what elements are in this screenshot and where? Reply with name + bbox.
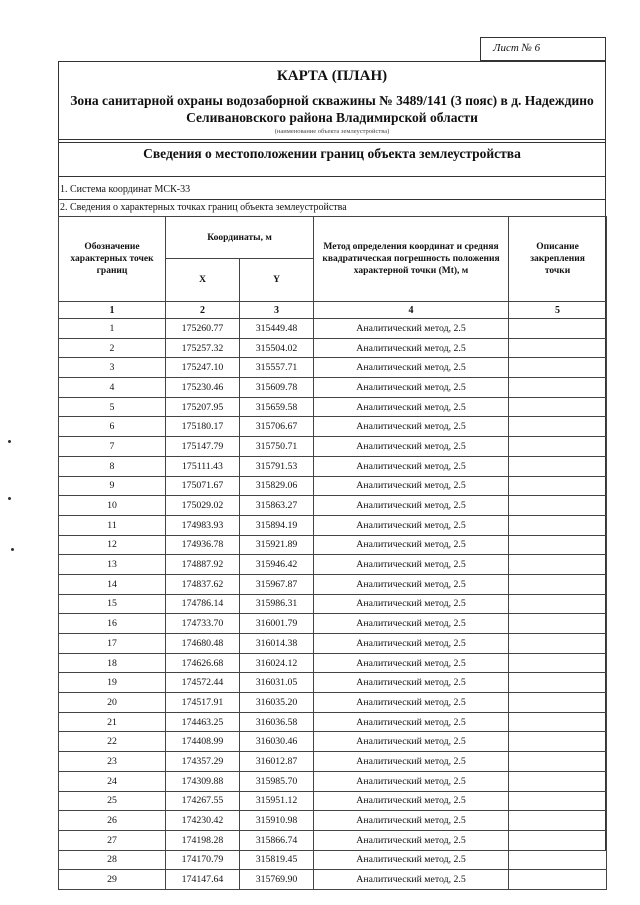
header-point: Обозначение характерных точек границ (59, 217, 166, 302)
coord-x: 174626.68 (166, 653, 240, 673)
coord-x: 175111.43 (166, 456, 240, 476)
table-row (59, 338, 607, 358)
table-row (59, 496, 607, 516)
table-row (59, 417, 607, 437)
description-cell (509, 574, 607, 594)
coord-y: 315449.48 (240, 319, 314, 339)
point-number: 19 (59, 673, 166, 693)
method-cell: Аналитический метод, 2.5 (314, 535, 509, 555)
method-cell: Аналитический метод, 2.5 (314, 771, 509, 791)
coord-y: 315706.67 (240, 417, 314, 437)
coord-x: 174572.44 (166, 673, 240, 693)
method-cell: Аналитический метод, 2.5 (314, 574, 509, 594)
method-cell: Аналитический метод, 2.5 (314, 850, 509, 870)
point-number: 20 (59, 693, 166, 713)
description-cell (509, 476, 607, 496)
header-description: Описание закрепления точки (509, 217, 607, 302)
divider (58, 142, 606, 143)
description-cell (509, 791, 607, 811)
table-row (59, 535, 607, 555)
divider (58, 199, 606, 200)
description-cell (509, 870, 607, 890)
coord-x: 174786.14 (166, 594, 240, 614)
coord-y: 315863.27 (240, 496, 314, 516)
column-number: 3 (240, 302, 314, 319)
table-row (59, 791, 607, 811)
table-row (59, 397, 607, 417)
coord-y: 315829.06 (240, 476, 314, 496)
method-cell: Аналитический метод, 2.5 (314, 594, 509, 614)
coord-x: 174267.55 (166, 791, 240, 811)
coord-x: 175147.79 (166, 437, 240, 457)
sheet-number: Лист № 6 (480, 37, 606, 61)
scan-speck (8, 497, 11, 500)
description-cell (509, 693, 607, 713)
table-row (59, 476, 607, 496)
description-cell (509, 811, 607, 831)
coord-y: 315946.42 (240, 555, 314, 575)
coord-x: 174463.25 (166, 712, 240, 732)
coord-y: 315866.74 (240, 830, 314, 850)
points-caption: 2. Сведения о характерных точках границ объекта землеустройства (60, 202, 347, 213)
coord-y: 315750.71 (240, 437, 314, 457)
coord-x: 174733.70 (166, 614, 240, 634)
point-number: 26 (59, 811, 166, 831)
coord-y: 316036.58 (240, 712, 314, 732)
description-cell (509, 378, 607, 398)
description-cell (509, 771, 607, 791)
table-row (59, 378, 607, 398)
coord-y: 315659.58 (240, 397, 314, 417)
point-number: 27 (59, 830, 166, 850)
coord-y: 316031.05 (240, 673, 314, 693)
coord-y: 315910.98 (240, 811, 314, 831)
point-number: 24 (59, 771, 166, 791)
table-row (59, 515, 607, 535)
description-cell (509, 397, 607, 417)
table-row (59, 555, 607, 575)
description-cell (509, 830, 607, 850)
coord-y: 315894.19 (240, 515, 314, 535)
method-cell: Аналитический метод, 2.5 (314, 437, 509, 457)
point-number: 13 (59, 555, 166, 575)
point-number: 18 (59, 653, 166, 673)
column-number: 5 (509, 302, 607, 319)
description-cell (509, 614, 607, 634)
point-number: 6 (59, 417, 166, 437)
points-table (58, 216, 607, 890)
method-cell: Аналитический метод, 2.5 (314, 791, 509, 811)
point-number: 23 (59, 752, 166, 772)
description-cell (509, 850, 607, 870)
point-number: 3 (59, 358, 166, 378)
method-cell: Аналитический метод, 2.5 (314, 811, 509, 831)
method-cell: Аналитический метод, 2.5 (314, 555, 509, 575)
coord-x: 175260.77 (166, 319, 240, 339)
method-cell: Аналитический метод, 2.5 (314, 496, 509, 516)
coord-x: 175230.46 (166, 378, 240, 398)
coord-x: 175247.10 (166, 358, 240, 378)
coordinate-system: 1. Система координат МСК-33 (60, 184, 191, 195)
table-row (59, 614, 607, 634)
point-number: 22 (59, 732, 166, 752)
table-row (59, 811, 607, 831)
table-row (59, 712, 607, 732)
method-cell: Аналитический метод, 2.5 (314, 634, 509, 654)
coord-x: 175029.02 (166, 496, 240, 516)
coord-x: 174408.99 (166, 732, 240, 752)
coord-y: 315819.45 (240, 850, 314, 870)
table-row (59, 358, 607, 378)
coord-x: 174936.78 (166, 535, 240, 555)
description-cell (509, 437, 607, 457)
coord-x: 175180.17 (166, 417, 240, 437)
table-row (59, 634, 607, 654)
point-number: 2 (59, 338, 166, 358)
header-method: Метод определения координат и средняя квадратическая погрешность положения характерной точки (Mt), м (314, 217, 509, 302)
description-cell (509, 319, 607, 339)
point-number: 15 (59, 594, 166, 614)
scan-speck (8, 440, 11, 443)
description-cell (509, 752, 607, 772)
coord-y: 315951.12 (240, 791, 314, 811)
point-number: 11 (59, 515, 166, 535)
coord-y: 315769.90 (240, 870, 314, 890)
description-cell (509, 535, 607, 555)
description-cell (509, 653, 607, 673)
coord-x: 174198.28 (166, 830, 240, 850)
table-row (59, 771, 607, 791)
description-cell (509, 712, 607, 732)
point-number: 14 (59, 574, 166, 594)
coord-x: 174357.29 (166, 752, 240, 772)
object-name-note: (наименование объекта землеустройства) (274, 128, 390, 135)
method-cell: Аналитический метод, 2.5 (314, 338, 509, 358)
point-number: 9 (59, 476, 166, 496)
method-cell: Аналитический метод, 2.5 (314, 319, 509, 339)
point-number: 5 (59, 397, 166, 417)
header-x: X (166, 259, 240, 302)
table-row (59, 319, 607, 339)
point-number: 28 (59, 850, 166, 870)
table-row (59, 693, 607, 713)
coord-y: 316001.79 (240, 614, 314, 634)
method-cell: Аналитический метод, 2.5 (314, 614, 509, 634)
method-cell: Аналитический метод, 2.5 (314, 673, 509, 693)
point-number: 12 (59, 535, 166, 555)
coord-y: 316024.12 (240, 653, 314, 673)
method-cell: Аналитический метод, 2.5 (314, 378, 509, 398)
coord-x: 174887.92 (166, 555, 240, 575)
description-cell (509, 358, 607, 378)
column-number: 2 (166, 302, 240, 319)
object-name: Зона санитарной охраны водозаборной скважины № 3489/141 (3 пояс) в д. Надеждино Селивановского района Владимирской области (70, 93, 594, 125)
description-cell (509, 594, 607, 614)
coord-x: 174517.91 (166, 693, 240, 713)
table-row (59, 870, 607, 890)
scan-speck (11, 548, 14, 551)
description-cell (509, 515, 607, 535)
method-cell: Аналитический метод, 2.5 (314, 752, 509, 772)
coord-x: 174147.64 (166, 870, 240, 890)
column-number: 4 (314, 302, 509, 319)
method-cell: Аналитический метод, 2.5 (314, 417, 509, 437)
point-number: 1 (59, 319, 166, 339)
header-coordinates: Координаты, м (166, 217, 314, 259)
coord-y: 315791.53 (240, 456, 314, 476)
method-cell: Аналитический метод, 2.5 (314, 515, 509, 535)
coord-y: 315967.87 (240, 574, 314, 594)
coord-y: 315985.70 (240, 771, 314, 791)
method-cell: Аналитический метод, 2.5 (314, 653, 509, 673)
point-number: 10 (59, 496, 166, 516)
method-cell: Аналитический метод, 2.5 (314, 456, 509, 476)
header-y: Y (240, 259, 314, 302)
description-cell (509, 555, 607, 575)
coord-y: 315921.89 (240, 535, 314, 555)
coord-y: 315986.31 (240, 594, 314, 614)
point-number: 4 (59, 378, 166, 398)
description-cell (509, 732, 607, 752)
method-cell: Аналитический метод, 2.5 (314, 732, 509, 752)
method-cell: Аналитический метод, 2.5 (314, 476, 509, 496)
coord-y: 316035.20 (240, 693, 314, 713)
method-cell: Аналитический метод, 2.5 (314, 397, 509, 417)
coord-y: 315504.02 (240, 338, 314, 358)
description-cell (509, 496, 607, 516)
coord-x: 174680.48 (166, 634, 240, 654)
table-row (59, 574, 607, 594)
table-row (59, 594, 607, 614)
coord-x: 174837.62 (166, 574, 240, 594)
description-cell (509, 338, 607, 358)
divider (58, 139, 606, 140)
coord-x: 175207.95 (166, 397, 240, 417)
table-row (59, 752, 607, 772)
point-number: 29 (59, 870, 166, 890)
coord-y: 315557.71 (240, 358, 314, 378)
coord-x: 174983.93 (166, 515, 240, 535)
coord-x: 174170.79 (166, 850, 240, 870)
method-cell: Аналитический метод, 2.5 (314, 358, 509, 378)
point-number: 21 (59, 712, 166, 732)
coord-y: 315609.78 (240, 378, 314, 398)
method-cell: Аналитический метод, 2.5 (314, 712, 509, 732)
point-number: 8 (59, 456, 166, 476)
description-cell (509, 417, 607, 437)
description-cell (509, 673, 607, 693)
table-row (59, 850, 607, 870)
coord-y: 316012.87 (240, 752, 314, 772)
column-number: 1 (59, 302, 166, 319)
coord-y: 316030.46 (240, 732, 314, 752)
method-cell: Аналитический метод, 2.5 (314, 870, 509, 890)
description-cell (509, 456, 607, 476)
coord-x: 174230.42 (166, 811, 240, 831)
table-row (59, 456, 607, 476)
coord-x: 175071.67 (166, 476, 240, 496)
coord-y: 316014.38 (240, 634, 314, 654)
point-number: 7 (59, 437, 166, 457)
table-row (59, 653, 607, 673)
table-row (59, 673, 607, 693)
point-number: 25 (59, 791, 166, 811)
divider (58, 176, 606, 177)
point-number: 16 (59, 614, 166, 634)
point-number: 17 (59, 634, 166, 654)
coord-x: 174309.88 (166, 771, 240, 791)
table-row (59, 830, 607, 850)
description-cell (509, 634, 607, 654)
section-title: Сведения о местоположении границ объекта землеустройства (143, 146, 521, 161)
table-row (59, 437, 607, 457)
page-title: КАРТА (ПЛАН) (276, 68, 388, 84)
coord-x: 175257.32 (166, 338, 240, 358)
method-cell: Аналитический метод, 2.5 (314, 830, 509, 850)
method-cell: Аналитический метод, 2.5 (314, 693, 509, 713)
table-row (59, 732, 607, 752)
